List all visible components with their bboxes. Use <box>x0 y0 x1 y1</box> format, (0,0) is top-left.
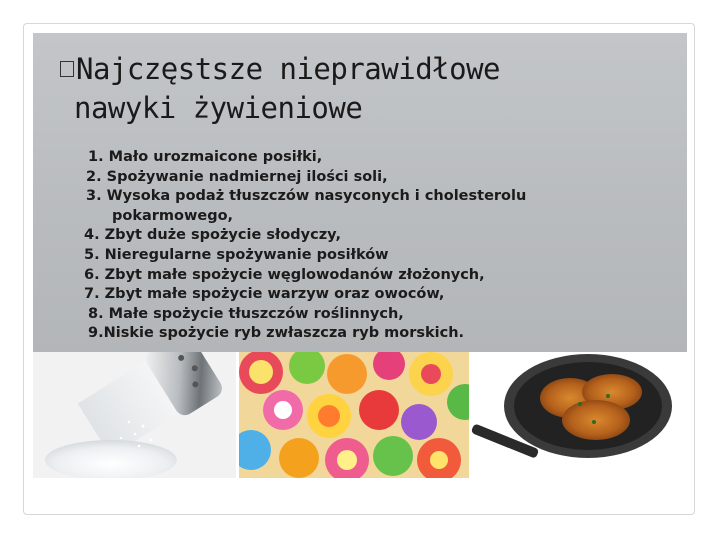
habits-list <box>84 148 526 344</box>
slide-title <box>60 50 660 128</box>
list-item: 8. Małe spożycie tłuszczów roślinnych, <box>88 305 404 322</box>
salt-shaker-photo <box>33 352 236 478</box>
frying-pan-photo <box>470 352 687 478</box>
list-item: 3. Wysoka podaż tłuszczów nasyconych i cholesterolu <box>86 188 527 205</box>
photo-strip <box>33 352 687 478</box>
list-item: 2. Spożywanie nadmiernej ilości soli, <box>86 168 388 185</box>
title-line-1: Najczęstsze nieprawidłowe <box>76 52 500 86</box>
list-item: 9.Niskie spożycie ryb zwłaszcza ryb morskich. <box>88 325 465 342</box>
list-item: 1. Mało urozmaicone posiłki, <box>88 149 323 165</box>
list-item-continuation: pokarmowego, <box>112 207 234 224</box>
list-item: 5. Nieregularne spożywanie posiłków <box>84 246 389 263</box>
title-line-2: nawyki żywieniowe <box>74 91 363 125</box>
list-item: 4. Zbyt duże spożycie słodyczy, <box>84 227 342 244</box>
candy-photo <box>239 352 469 478</box>
list-item: 7. Zbyt małe spożycie warzyw oraz owoców, <box>84 286 445 303</box>
square-bullet-icon <box>60 61 74 77</box>
list-item: 6. Zbyt małe spożycie węglowodanów złożonych, <box>84 266 485 283</box>
